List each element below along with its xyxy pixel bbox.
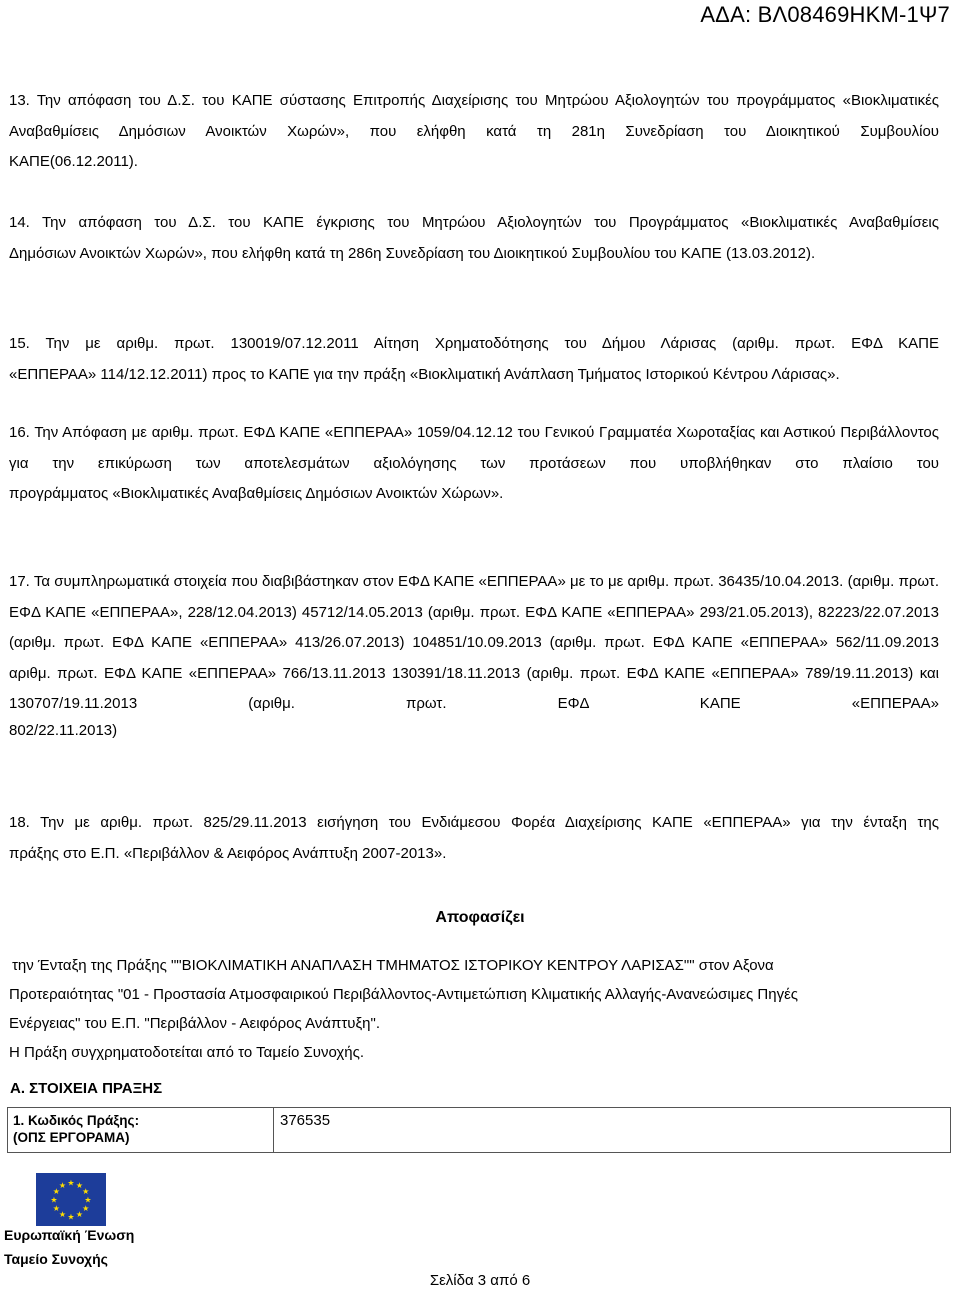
paragraph-17-end — [9, 716, 939, 747]
paragraph-line: (αριθμ. πρωτ. ΕΦΔ ΚΑΠΕ «ΕΠΠΕΡΑΑ» 789/19.11.2013) και 130707/19.11.2013 (αριθμ. πρωτ. ΕΦΔ ΚΑΠΕ «ΕΠΠΕΡΑΑ» — [9, 664, 940, 712]
paragraph-line: 18. Την με αριθμ. πρωτ. 825/29.11.2013 εισήγηση του Ενδιάμεσου Φορέα Διαχείρισης ΚΑΠΕ «ΕΠΠΕΡΑΑ» για την ένταξη της — [9, 814, 939, 831]
document-code: ΑΔΑ: ΒΛ08469ΗΚΜ-1Ψ7 — [700, 2, 950, 27]
paragraph-line: προγράμματος «Βιοκλιματικές Αναβαθμίσεις Δημόσιων Ανοικτών Χώρων». — [9, 485, 504, 502]
paragraph-line: Περιβάλλοντος για την επικύρωση των αποτελεσμάτων αξιολόγησης των προτάσεων που υποβλήθηκαν στο πλαίσιο του — [9, 424, 939, 472]
decision-line: Ενέργειας" του Ε.Π. "Περιβάλλον - Αειφόρος Ανάπτυξη". — [9, 1015, 381, 1032]
paragraph-14 — [9, 208, 939, 239]
paragraph-line: 16. Την Απόφαση με αριθμ. πρωτ. ΕΦΔ ΚΑΠΕ «ΕΠΠΕΡΑΑ» 1059/04.12.12 του Γενικού Γραμματέα Χωροταξίας και Αστικού — [9, 424, 836, 441]
eu-star-icon: ★ — [58, 1180, 67, 1190]
decision-line: Προτεραιότητας "01 - Προστασία Ατμοσφαιρικού Περιβάλλοντος-Αντιμετώπιση Κλιματικής Αλλαγής-Ανανεώσιμες Πηγές — [9, 986, 799, 1003]
paragraph-line: 15. Την με αριθμ. πρωτ. 130019/07.12.2011 Αίτηση Χρηματοδότησης του Δήμου Λάρισας (αριθμ. πρωτ. ΕΦΔ ΚΑΠΕ — [9, 335, 939, 352]
decision-text — [9, 951, 939, 1067]
eu-star-icon: ★ — [67, 1212, 75, 1222]
eu-flag-logo — [36, 1173, 106, 1226]
eu-star-icon: ★ — [82, 1187, 90, 1196]
eu-star-icon: ★ — [50, 1195, 58, 1205]
paragraph-18-end — [9, 839, 939, 870]
eu-star-icon: ★ — [58, 1210, 67, 1220]
eu-star-icon: ★ — [75, 1180, 84, 1190]
eu-flag-stars — [36, 1173, 106, 1226]
paragraph-line: «Βιοκλιματικές Αναβαθμίσεις Δημόσιων Ανοικτών Χωρών», που ελήφθη κατά τη 281η Συνεδρίαση του Διοικητικού Συμβουλίου — [9, 92, 940, 140]
paragraph-13-end — [9, 147, 939, 178]
paragraph-line: «ΕΠΠΕΡΑΑ» 114/12.12.2011) προς το ΚΑΠΕ για την πράξη «Βιοκλιματική Ανάπλαση Τμήματος Ιστορικού Κέντρου Λάρισας». — [9, 366, 840, 383]
eu-label: Ευρωπαϊκή Ένωση — [4, 1227, 135, 1243]
decision-title: Αποφασίζει — [435, 909, 525, 926]
paragraph-line: Δημόσιων Ανοικτών Χωρών», που ελήφθη κατά τη 286η Συνεδρίαση του Διοικητικού Συμβουλίου του ΚΑΠΕ (13.03.2012). — [9, 245, 816, 262]
page-number: Σελίδα 3 από 6 — [429, 1272, 531, 1289]
project-code-label — [8, 1108, 274, 1152]
paragraph-15-end — [9, 360, 939, 391]
project-code-label-line1: 1. Κωδικός Πράξης: — [13, 1113, 140, 1128]
eu-star-icon: ★ — [67, 1178, 75, 1188]
project-code-table — [7, 1107, 951, 1153]
paragraph-18 — [9, 808, 939, 839]
eu-star-icon: ★ — [52, 1187, 60, 1196]
paragraph-line: 802/22.11.2013) — [9, 722, 118, 739]
paragraph-line: 13. Την απόφαση του Δ.Σ. του ΚΑΠΕ σύστασης Επιτροπής Διαχείρισης του Μητρώου Αξιολογητών του προγράμματος — [9, 92, 836, 109]
fund-label: Ταμείο Συνοχής — [4, 1251, 108, 1267]
eu-star-icon: ★ — [75, 1210, 84, 1220]
paragraph-line: πράξης στο Ε.Π. «Περιβάλλον & Αειφόρος Ανάπτυξη 2007-2013». — [9, 845, 447, 862]
paragraph-13 — [9, 86, 939, 147]
decision-line: την Ένταξη της Πράξης ""ΒΙΟΚΛΙΜΑΤΙΚΗ ΑΝΑΠΛΑΣΗ ΤΜΗΜΑΤΟΣ ΙΣΤΟΡΙΚΟΥ ΚΕΝΤΡΟΥ ΛΑΡΙΣΑΣ"" στον Αξονα — [12, 957, 774, 974]
paragraph-16-end — [9, 479, 939, 510]
paragraph-16 — [9, 418, 939, 479]
paragraph-14-end — [9, 239, 939, 270]
paragraph-line: 17. Τα συμπληρωματικά στοιχεία που διαβιβάστηκαν στον ΕΦΔ ΚΑΠΕ «ΕΠΠΕΡΑΑ» με το με αριθμ. πρωτ. 36435/10.04.2013. — [9, 573, 844, 590]
eu-star-icon: ★ — [84, 1195, 92, 1205]
paragraph-17 — [9, 567, 939, 720]
paragraph-line: 293/21.05.2013), 82223/22.07.2013 (αριθμ. πρωτ. ΕΦΔ ΚΑΠΕ «ΕΠΠΕΡΑΑ» 413/26.07.2013) 104851/10.09.2013 (αριθμ. — [9, 603, 939, 651]
paragraph-15 — [9, 329, 939, 360]
paragraph-line: (αριθμ. πρωτ. ΕΦΔ ΚΑΠΕ «ΕΠΠΕΡΑΑ», 228/12.04.2013) 45712/14.05.2013 (αριθμ. πρωτ. ΕΦΔ ΚΑΠΕ «ΕΠΠΕΡΑΑ» — [9, 573, 940, 621]
project-code-value: 376535 — [280, 1112, 331, 1129]
eu-star-icon: ★ — [82, 1204, 90, 1213]
paragraph-line: 14. Την απόφαση του Δ.Σ. του ΚΑΠΕ έγκρισης του Μητρώου Αξιολογητών του Προγράμματος «Βιοκλιματικές Αναβαθμίσεις — [9, 214, 939, 231]
paragraph-line: ΚΑΠΕ(06.12.2011). — [9, 153, 138, 170]
paragraph-line: πρωτ. ΕΦΔ ΚΑΠΕ «ΕΠΠΕΡΑΑ» 562/11.09.2013 αριθμ. πρωτ. ΕΦΔ ΚΑΠΕ «ΕΠΠΕΡΑΑ» 766/13.11.2013 130391/18.11.2013 — [9, 634, 939, 682]
eu-star-icon: ★ — [52, 1204, 60, 1213]
section-title: Α. ΣΤΟΙΧΕΙΑ ΠΡΑΞΗΣ — [10, 1080, 163, 1097]
decision-line: Η Πράξη συγχρηματοδοτείται από το Ταμείο Συνοχής. — [9, 1044, 365, 1061]
project-code-label-line2: (ΟΠΣ ΕΡΓΟΡΑΜΑ) — [13, 1130, 130, 1145]
